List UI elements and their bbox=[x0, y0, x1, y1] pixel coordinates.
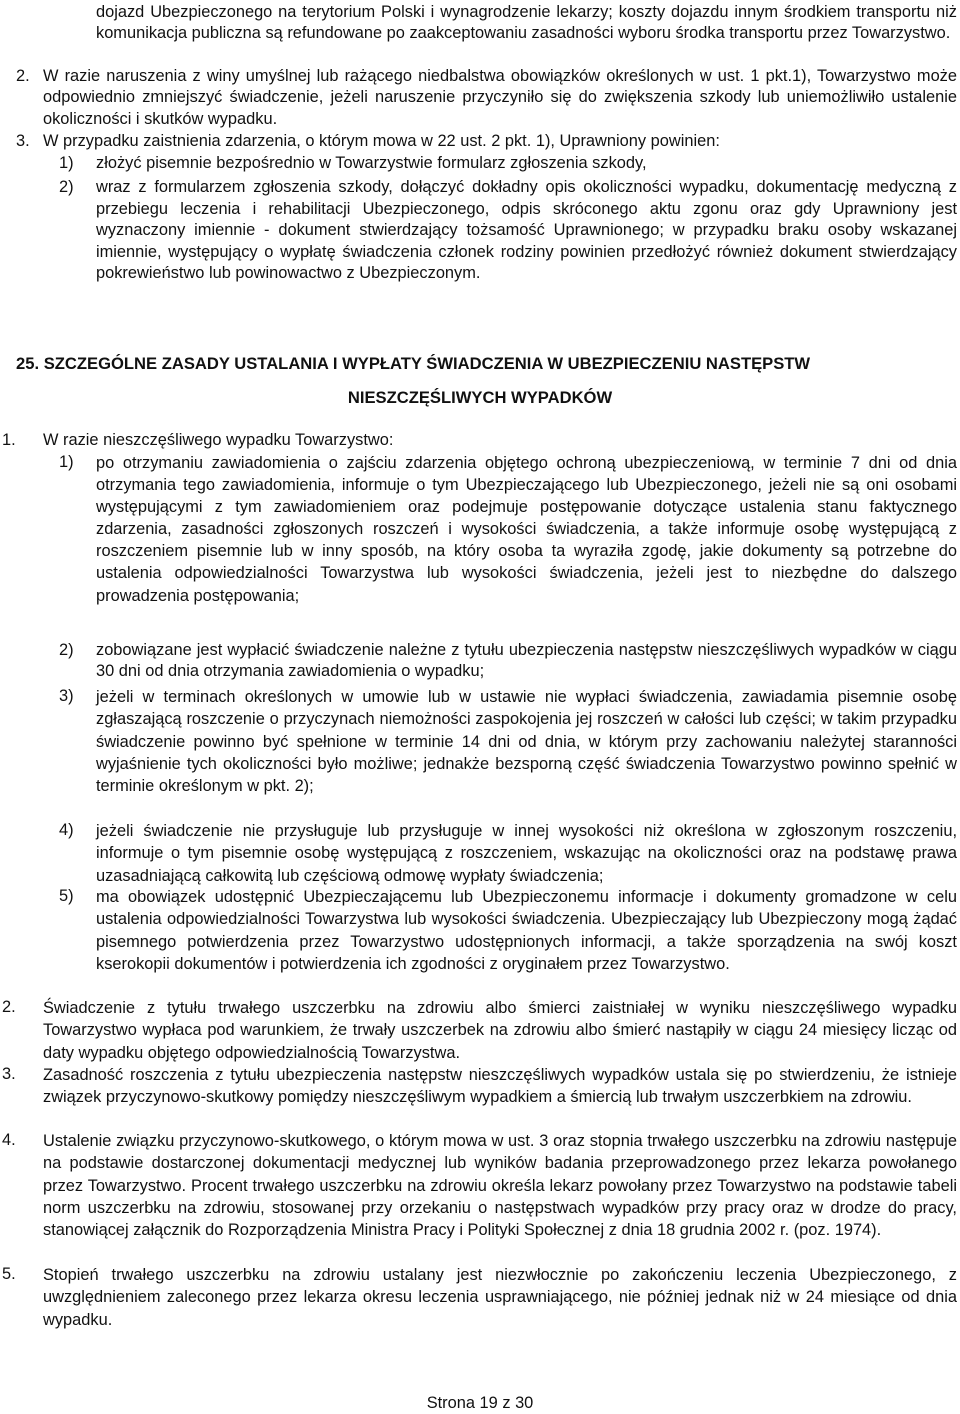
top-subitem-number: 2) bbox=[59, 178, 74, 196]
subitem-number: 4) bbox=[59, 821, 74, 839]
subitem-text: po otrzymaniu zawiadomienia o zajściu zdarzenia objętego ochroną ubezpieczeniową, w terminie 7 dni od dnia otrzymania tego zawiadomienia, informuje o tym Ubezpieczającego lub Ubezpieczonego, jeżeli nie są oni osobami występującymi z tym zawiadomieniem oraz podejmuje postępowanie dotyczące ustalenia stanu faktycznego zdarzenia, zasadności zgłoszonych roszczeń i wysokości świadczenia, a także informuje osobę występującą z roszczeniem pisemnie lub w inny sposób, na który osoba ta wyraziła zgodę, jakie dokumenty są potrzebne do ustalenia odpowiedzialności Towarzystwa lub wysokości świadczenia, jeżeli jest to niezbędne do dalszego prowadzenia postępowania; bbox=[96, 454, 957, 605]
top-subitem-text: wraz z formularzem zgłoszenia szkody, dołączyć dokładny opis okoliczności wypadku, dokumentację medyczną z przebiegu leczenia i rehabilitacji Ubezpieczonego, odpis skróconego aktu zgonu oraz gdy Uprawniony jest wyznaczony imiennie - dokument stwierdzający tożsamość Uprawnionego; w przypadku braku osoby wskazanej imiennie, występujący o wypłatę świadczenia członek rodziny powinien przedłożyć również dokument stwierdzający pokrewieństwo lub powinowactwo z Ubezpieczonym. bbox=[96, 178, 957, 283]
item-text: Zasadność roszczenia z tytułu ubezpieczenia następstw nieszczęśliwych wypadków ustala się po stwierdzeniu, że istnieje związek przyczynowo-skutkowy pomiędzy nieszczęśliwym wypadkiem a śmiercią lub trwałym uszczerbkiem na zdrowiu. bbox=[43, 1066, 957, 1107]
section-heading-line1 bbox=[16, 353, 810, 374]
item-number: 2. bbox=[2, 998, 16, 1016]
section-title-line1: SZCZEGÓLNE ZASADY USTALANIA I WYPŁATY ŚWIADCZENIA W UBEZPIECZENIU NASTĘPSTW bbox=[43, 354, 811, 373]
subitem-number: 3) bbox=[59, 687, 74, 705]
subitem-text: ma obowiązek udostępnić Ubezpieczającemu lub Ubezpieczonemu informacje i dokumenty gromadzone w celu ustalenia odpowiedzialności Towarzystwa lub wysokości świadczenia. Ubezpieczający lub Ubezpieczony mogą żądać pisemnego potwierdzenia przez Towarzystwo udostępnionych informacji, a także sporządzenia na swój koszt kserokopii dokumentów i potwierdzenia ich zgodności z oryginałem przez Towarzystwo. bbox=[96, 888, 957, 973]
subitem-text: jeżeli świadczenie nie przysługuje lub przysługuje w innej wysokości niż określona w zgłoszonym roszczeniu, informuje o tym pisemnie osobę występującą z roszczeniem, wskazując na okoliczności oraz na podstawę prawa uzasadniającą całkowitą lub częściową odmowę wypłaty świadczenia; bbox=[96, 822, 957, 885]
top-item-text: W przypadku zaistnienia zdarzenia, o którym mowa w 22 ust. 2 pkt. 1), Uprawniony powinien: bbox=[43, 132, 720, 150]
item-number: 4. bbox=[2, 1131, 16, 1149]
top-item-text: W razie naruszenia z winy umyślnej lub rażącego niedbalstwa obowiązków określonych w ust. 1 pkt.1), Towarzystwo może odpowiednio zmniejszyć świadczenie, jeżeli naruszenie przyczyniło się do zwiększenia szkody lub uniemożliwiło ustalenie okoliczności i skutków wypadku. bbox=[43, 67, 957, 128]
subitem-text: zobowiązane jest wypłacić świadczenie należne z tytułu ubezpieczenia następstw nieszczęśliwych wypadków w ciągu 30 dni od dnia otrzymania zawiadomienia o wypadku; bbox=[96, 641, 957, 681]
section-title-line2: NIESZCZĘŚLIWYCH WYPADKÓW bbox=[347, 388, 613, 407]
item-text: Świadczenie z tytułu trwałego uszczerbku na zdrowiu albo śmierci zaistniałej w wyniku nieszczęśliwego wypadku Towarzystwo wypłaca pod warunkiem, że trwały uszczerbek na zdrowiu albo śmierć nastąpiły w ciągu 24 miesięcy licząc od daty wypadku objętego odpowiedzialnością Towarzystwa. bbox=[43, 999, 957, 1062]
item-number: 1. bbox=[2, 431, 16, 449]
item-text: W razie nieszczęśliwego wypadku Towarzystwo: bbox=[43, 431, 394, 449]
page-number: Strona 19 z 30 bbox=[426, 1394, 534, 1412]
top-item-number: 3. bbox=[16, 132, 30, 150]
top-subitem-number: 1) bbox=[59, 154, 74, 172]
section-number: 25. bbox=[16, 354, 40, 373]
item-number: 5. bbox=[2, 1265, 16, 1283]
item-text: Stopień trwałego uszczerbku na zdrowiu ustalany jest niezwłocznie po zakończeniu leczenia Ubezpieczonego, z uwzględnieniem zaleconego przez lekarza okresu leczenia usprawniającego, nie później jednak niż w 24 miesiące od dnia wypadku. bbox=[43, 1266, 957, 1329]
subitem-number: 1) bbox=[59, 453, 74, 471]
subitem-text: jeżeli w terminach określonych w umowie lub w ustawie nie wypłaci świadczenia, zawiadamia pisemnie osobę zgłaszającą roszczenie o przyczynach niemożności zaspokojenia jej roszczeń w całości lub części; w takim przypadku świadczenie powinno być spełnione w terminie 14 dni od dnia, w którym przy zachowaniu należytej staranności wyjaśnienie tych okoliczności było możliwe; jednakże bezsporną część świadczenia Towarzystwo powinno spełnić w terminie określonym w pkt. 2); bbox=[96, 688, 957, 796]
continuation-paragraph: dojazd Ubezpieczonego na terytorium Polski i wynagrodzenie lekarzy; koszty dojazdu innym środkiem transportu niż komunikacja publiczna są refundowane po zaakceptowaniu zasadności wyboru środka transportu przez Towarzystwo. bbox=[96, 3, 957, 43]
subitem-number: 2) bbox=[59, 641, 74, 659]
item-text: Ustalenie związku przyczynowo-skutkowego, o którym mowa w ust. 3 oraz stopnia trwałego uszczerbku na zdrowiu następuje na podstawie dostarczonej dokumentacji medycznej lub wyników badania przeprowadzonego przez lekarza powołanego przez Towarzystwo. Procent trwałego uszczerbku na zdrowiu określa lekarz powołany przez Towarzystwo na podstawie tabeli norm uszczerbku na zdrowiu, stosowanej przy orzekaniu o następstwach wypadków przy pracy oraz w drodze do pracy, stanowiącej załącznik do Rozporządzenia Ministra Pracy i Polityki Społecznej z dnia 18 grudnia 2002 r. (poz. 1974). bbox=[43, 1132, 957, 1240]
top-item-number: 2. bbox=[16, 67, 30, 85]
subitem-number: 5) bbox=[59, 887, 74, 905]
item-number: 3. bbox=[2, 1065, 16, 1083]
top-subitem-text: złożyć pisemnie bezpośrednio w Towarzystwie formularz zgłoszenia szkody, bbox=[96, 154, 647, 172]
